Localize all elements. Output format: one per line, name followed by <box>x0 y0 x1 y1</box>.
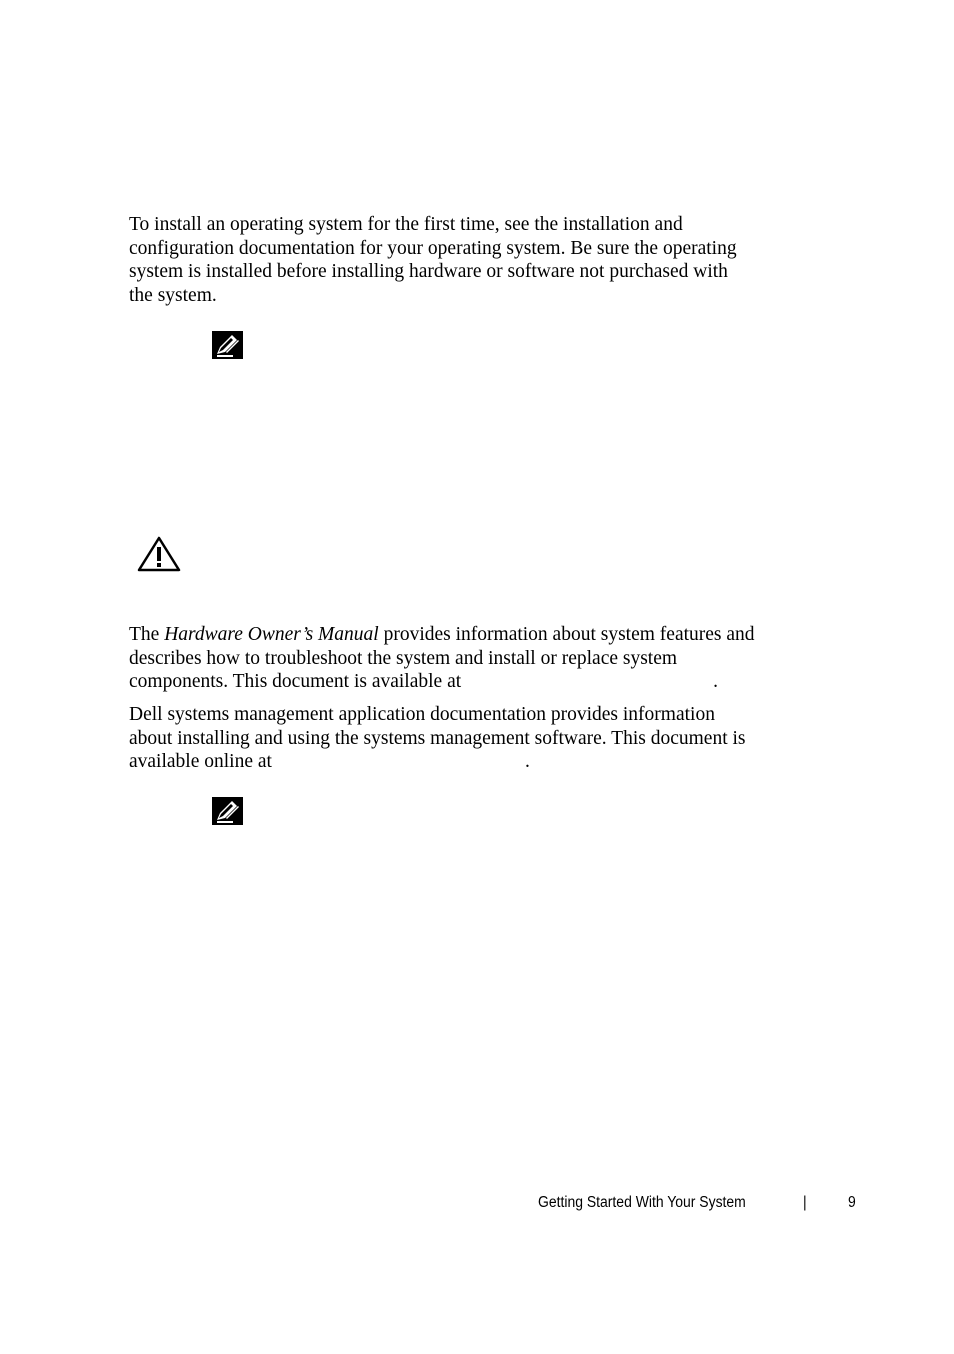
manual-title: Hardware Owner’s Manual <box>164 624 379 645</box>
text-line <box>129 623 869 647</box>
period: . <box>524 751 530 773</box>
footer-page-number: 9 <box>848 1194 856 1211</box>
text-fragment: The <box>129 624 165 645</box>
caution-triangle-icon <box>137 536 181 572</box>
text-fragment: components. This document is available at <box>129 671 462 693</box>
text-line: To install an operating system for the first time, see the installation and <box>129 214 683 235</box>
note-pencil-icon <box>212 797 243 825</box>
text-line: Dell systems management application documentation provides information <box>129 704 715 725</box>
text-fragment: available online at <box>129 751 272 773</box>
text-line: configuration documentation for your operating system. Be sure the operating <box>129 237 737 259</box>
footer-section-title: Getting Started With Your System <box>538 1194 746 1211</box>
paragraph-install-os <box>129 213 869 307</box>
period: . <box>713 671 719 693</box>
note-pencil-icon <box>212 331 243 359</box>
text-line: describes how to troubleshoot the system and install or replace system <box>129 647 678 669</box>
text-line <box>129 750 869 774</box>
paragraph-systems-management <box>129 703 869 774</box>
text-line: the system. <box>129 284 217 306</box>
footer-separator: | <box>803 1194 807 1211</box>
text-line: system is installed before installing hardware or software not purchased with <box>129 261 728 283</box>
text-line <box>129 670 869 694</box>
text-line: about installing and using the systems management software. This document is <box>129 727 746 749</box>
text-fragment: provides information about system features and <box>378 624 755 645</box>
paragraph-hardware-manual <box>129 623 869 694</box>
